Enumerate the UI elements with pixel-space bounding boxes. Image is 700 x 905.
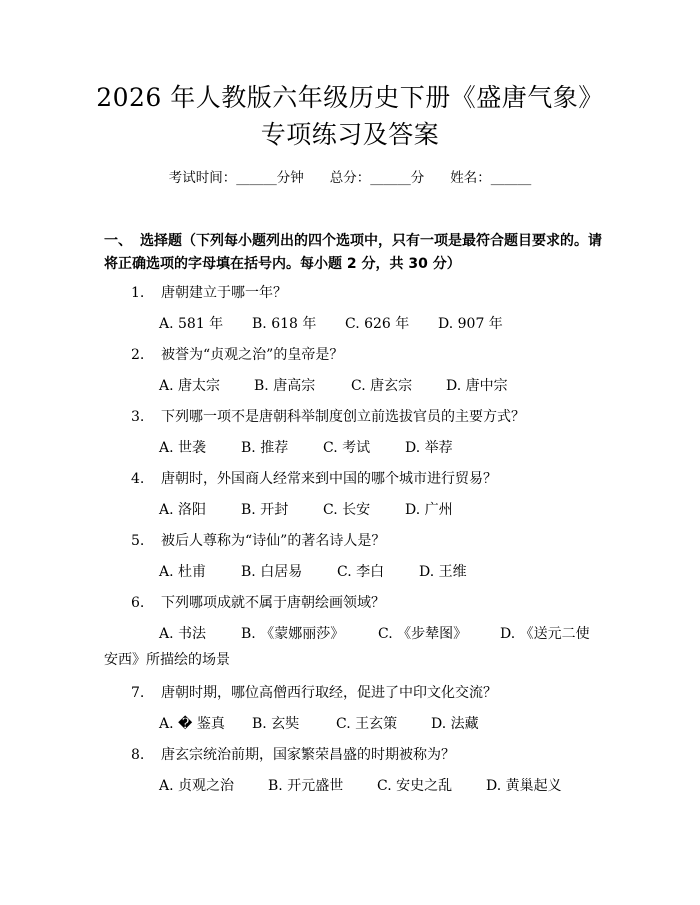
section-heading-line1: 选择题（下列每小题列出的四个选项中，只有一项是最符合题目要求的。请 bbox=[140, 233, 602, 249]
exam-time-label: 考试时间：______分钟 bbox=[168, 170, 304, 186]
question-6-options bbox=[159, 624, 590, 644]
section-number: 一、 bbox=[104, 233, 132, 249]
option-c: C. 长安 bbox=[323, 502, 371, 518]
option-d: D. 法藏 bbox=[431, 716, 479, 732]
option-d: D. 王维 bbox=[419, 564, 467, 580]
page-title-line1: 2026 年人教版六年级历史下册《盛唐气象》 bbox=[96, 83, 604, 112]
option-d: D. 《送元二使 bbox=[500, 626, 590, 642]
option-c: C. 626 年 bbox=[345, 316, 410, 332]
option-a: A. 杜甫 bbox=[159, 564, 207, 580]
option-c: C. 安史之乱 bbox=[377, 778, 453, 794]
question-number: 8. bbox=[131, 747, 145, 763]
exam-meta bbox=[0, 169, 700, 187]
option-c: C. 唐玄宗 bbox=[351, 378, 413, 394]
section-heading-line2: 将正确选项的字母填在括号内。每小题 2 分，共 30 分） bbox=[104, 256, 461, 272]
option-b: B. 开元盛世 bbox=[268, 778, 344, 794]
option-b: B. 开封 bbox=[241, 502, 289, 518]
option-a: A. � 鉴真 bbox=[159, 716, 225, 732]
option-a: A. 贞观之治 bbox=[159, 778, 235, 794]
option-b: B. 白居易 bbox=[241, 564, 303, 580]
question-number: 3. bbox=[131, 409, 145, 425]
question-number: 4. bbox=[131, 471, 145, 487]
question-8 bbox=[131, 745, 455, 765]
question-7-options bbox=[159, 714, 479, 734]
question-5-options bbox=[159, 562, 467, 582]
section-heading-continued bbox=[104, 252, 604, 276]
option-a: A. 唐太宗 bbox=[159, 378, 221, 394]
option-b: B. 618 年 bbox=[252, 316, 317, 332]
option-c: C. 《步辇图》 bbox=[378, 626, 468, 642]
total-score-label: 总分：______分 bbox=[329, 170, 425, 186]
question-5 bbox=[131, 531, 385, 551]
option-a: A. 581 年 bbox=[159, 316, 224, 332]
question-4-options bbox=[159, 500, 453, 520]
option-a: A. 洛阳 bbox=[159, 502, 207, 518]
question-number: 7. bbox=[131, 685, 145, 701]
question-number: 2. bbox=[131, 347, 145, 363]
question-text: 唐朝建立于哪一年？ bbox=[161, 285, 287, 301]
option-d: D. 黄巢起义 bbox=[486, 778, 562, 794]
option-d: D. 举荐 bbox=[405, 440, 453, 456]
student-name-label: 姓名：______ bbox=[450, 170, 532, 186]
question-text: 被誉为“贞观之治”的皇帝是？ bbox=[161, 347, 344, 363]
question-1-options bbox=[159, 314, 503, 334]
option-a: A. 世袭 bbox=[159, 440, 207, 456]
option-d: D. 907 年 bbox=[438, 316, 503, 332]
question-3 bbox=[131, 407, 525, 427]
question-6 bbox=[131, 593, 385, 613]
question-text: 唐朝时，外国商人经常来到中国的哪个城市进行贸易？ bbox=[161, 471, 497, 487]
option-a: A. 书法 bbox=[159, 626, 207, 642]
question-text: 唐朝时期，哪位高僧西行取经，促进了中印文化交流？ bbox=[161, 685, 497, 701]
question-text: 唐玄宗统治前期，国家繁荣昌盛的时期被称为？ bbox=[161, 747, 455, 763]
section-heading bbox=[104, 229, 604, 253]
option-d: D. 唐中宗 bbox=[446, 378, 508, 394]
question-2-options bbox=[159, 376, 508, 396]
option-c: C. 王玄策 bbox=[336, 716, 398, 732]
question-number: 5. bbox=[131, 533, 145, 549]
page-title-line2: 专项练习及答案 bbox=[260, 120, 440, 149]
option-c: C. 李白 bbox=[337, 564, 385, 580]
option-b: B. 《蒙娜丽莎》 bbox=[241, 626, 345, 642]
question-text: 下列哪项成就不属于唐朝绘画领域？ bbox=[161, 595, 385, 611]
question-2 bbox=[131, 345, 343, 365]
option-b: B. 唐高宗 bbox=[254, 378, 316, 394]
question-7 bbox=[131, 683, 497, 703]
question-text: 被后人尊称为“诗仙”的著名诗人是？ bbox=[161, 533, 386, 549]
question-4 bbox=[131, 469, 497, 489]
question-number: 1. bbox=[131, 285, 145, 301]
question-3-options bbox=[159, 438, 453, 458]
option-c: C. 考试 bbox=[323, 440, 371, 456]
question-text: 下列哪一项不是唐朝科举制度创立前选拔官员的主要方式？ bbox=[161, 409, 525, 425]
option-b: B. 推荐 bbox=[241, 440, 289, 456]
question-1 bbox=[131, 283, 287, 303]
question-8-options bbox=[159, 776, 562, 796]
option-d: D. 广州 bbox=[405, 502, 453, 518]
question-number: 6. bbox=[131, 595, 145, 611]
question-6-option-d-wrap: 安西》所描绘的场景 bbox=[104, 652, 230, 668]
option-b: B. 玄奘 bbox=[252, 716, 300, 732]
